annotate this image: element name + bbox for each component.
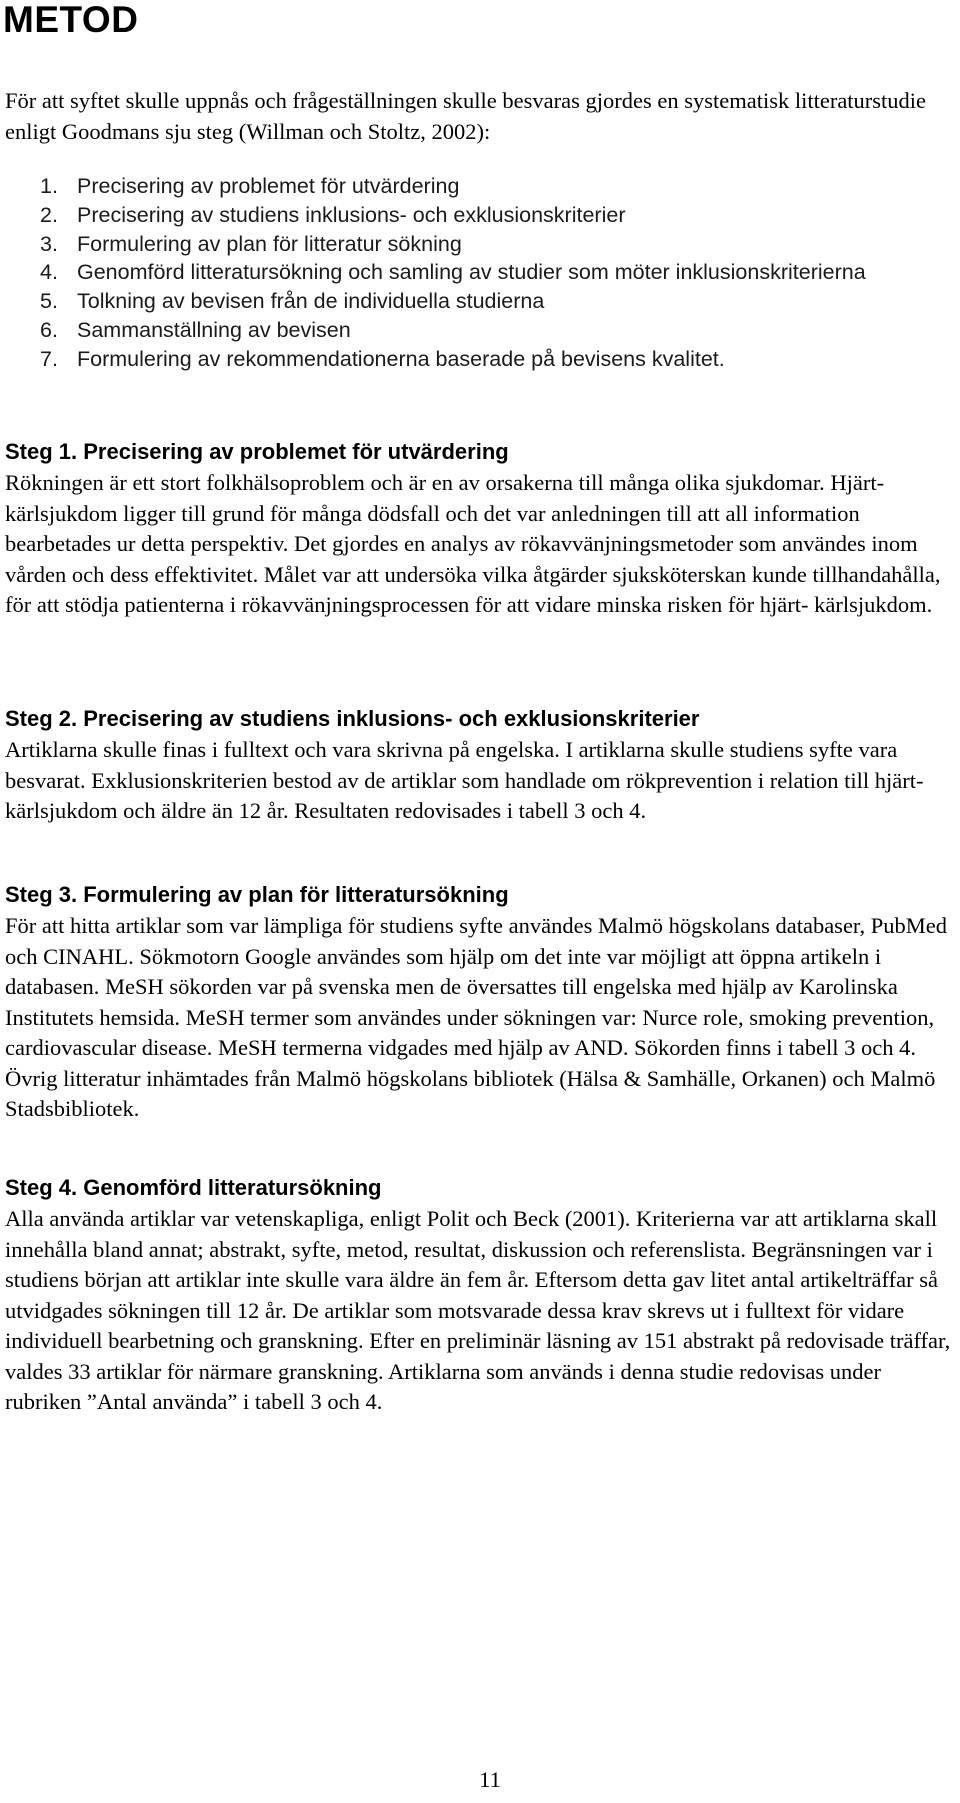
page-number: 11 [479, 1767, 501, 1792]
list-item [0, 230, 940, 259]
list-item-number: 7. [40, 346, 58, 371]
step-1-paragraph: Rökningen är ett stort folkhälsoproblem och är en av orsakerna till många olika sjukdomar. Hjärt- kärlsjukdom ligger till grund för många dödsfall och det var anledningen till att all information bearbetades ur detta perspektiv. Det gjordes en analys av rökavvänjningsmetoder som användes inom vården och dess effektivitet. Målet var att undersöka vilka åtgärder sjuksköterskan kunde tillhandahålla, för att stödja patienterna i rökavvänjningsprocessen för att vidare minska risken för hjärt- kärlsjukdom. [5, 470, 941, 617]
list-item-text: Sammanställning av bevisen [77, 317, 351, 342]
list-item-text: Precisering av studiens inklusions- och exklusionskriterier [77, 202, 626, 227]
list-item-number: 6. [40, 317, 58, 342]
list-item-text: Formulering av plan för litteratur sökning [77, 231, 462, 256]
list-item-text: Formulering av rekommendationerna baserade på bevisens kvalitet. [77, 346, 725, 371]
list-item-number: 4. [40, 260, 58, 285]
list-item-number: 1. [40, 174, 58, 198]
list-item-text: Genomförd litteratursökning och samling av studier som möter inklusionskriterierna [77, 260, 866, 285]
list-item [0, 201, 940, 230]
list-item-text: Precisering av problemet för utvärdering [77, 174, 460, 198]
list-item [0, 287, 940, 316]
section-heading: METOD [3, 0, 139, 40]
list-item [0, 258, 940, 287]
list-item [0, 316, 940, 345]
list-item-number: 5. [40, 289, 58, 314]
step-2-paragraph: Artiklarna skulle finas i fulltext och vara skrivna på engelska. I artiklarna skulle studiens syfte vara besvarat. Exklusionskriterien bestod av de artiklar som handlade om rökprevention i relation till hjärt- kärlsjukdom och äldre än 12 år. Resultaten redovisades i tabell 3 och 4. [5, 737, 924, 823]
list-item-text: Tolkning av bevisen från de individuella studierna [77, 289, 545, 314]
step-4-paragraph: Alla använda artiklar var vetenskapliga, enligt Polit och Beck (2001). Kriterierna var att artiklarna skall innehålla bland annat; abstrakt, syfte, metod, resultat, diskussion och referenslista. Begränsningen var i studiens början att artiklar inte skulle vara äldre än fem år. Eftersom detta gav litet antal artikelträffar så utvidgades sökningen till 12 år. De artiklar som motsvarade dessa krav skrevs ut i fulltext för vidare individuell bearbetning och granskning. Efter en preliminär läsning av 151 abstrakt på redovisade träffar, valdes 33 artiklar för närmare granskning. Artiklarna som används i denna studie redovisas under rubriken ”Antal använda” i tabell 3 och 4. [5, 1206, 951, 1414]
step-2-title: Steg 2. Precisering av studiens inklusions- och exklusionskriterier [5, 706, 700, 731]
list-item-number: 3. [40, 231, 58, 256]
steps-list [0, 172, 940, 374]
step-1-title: Steg 1. Precisering av problemet för utvärdering [5, 439, 509, 464]
list-item [0, 172, 940, 201]
step-4-title: Steg 4. Genomförd litteratursökning [5, 1175, 382, 1200]
list-item-number: 2. [40, 202, 58, 227]
step-3-paragraph: För att hitta artiklar som var lämpliga för studiens syfte användes Malmö högskolans databaser, PubMed och CINAHL. Sökmotorn Google användes som hjälp om det inte var möjligt att öppna artikeln i databasen. MeSH sökorden var på svenska men de översattes till engelska med hjälp av Karolinska Institutets hemsida. MeSH termer som användes under sökningen var: Nurce role, smoking prevention, cardiovascular disease. MeSH termerna vidgades med hjälp av AND. Sökorden finns i tabell 3 och 4. Övrig litteratur inhämtades från Malmö högskolans bibliotek (Hälsa & Samhälle, Orkanen) och Malmö Stadsbibliotek. [5, 913, 948, 1121]
list-item [0, 345, 940, 374]
intro-paragraph: För att syftet skulle uppnås och frågeställningen skulle besvaras gjordes en systematisk litteraturstudie enligt Goodmans sju steg (Willman och Stoltz, 2002): [5, 88, 927, 144]
step-3-title: Steg 3. Formulering av plan för litteratursökning [5, 882, 509, 907]
